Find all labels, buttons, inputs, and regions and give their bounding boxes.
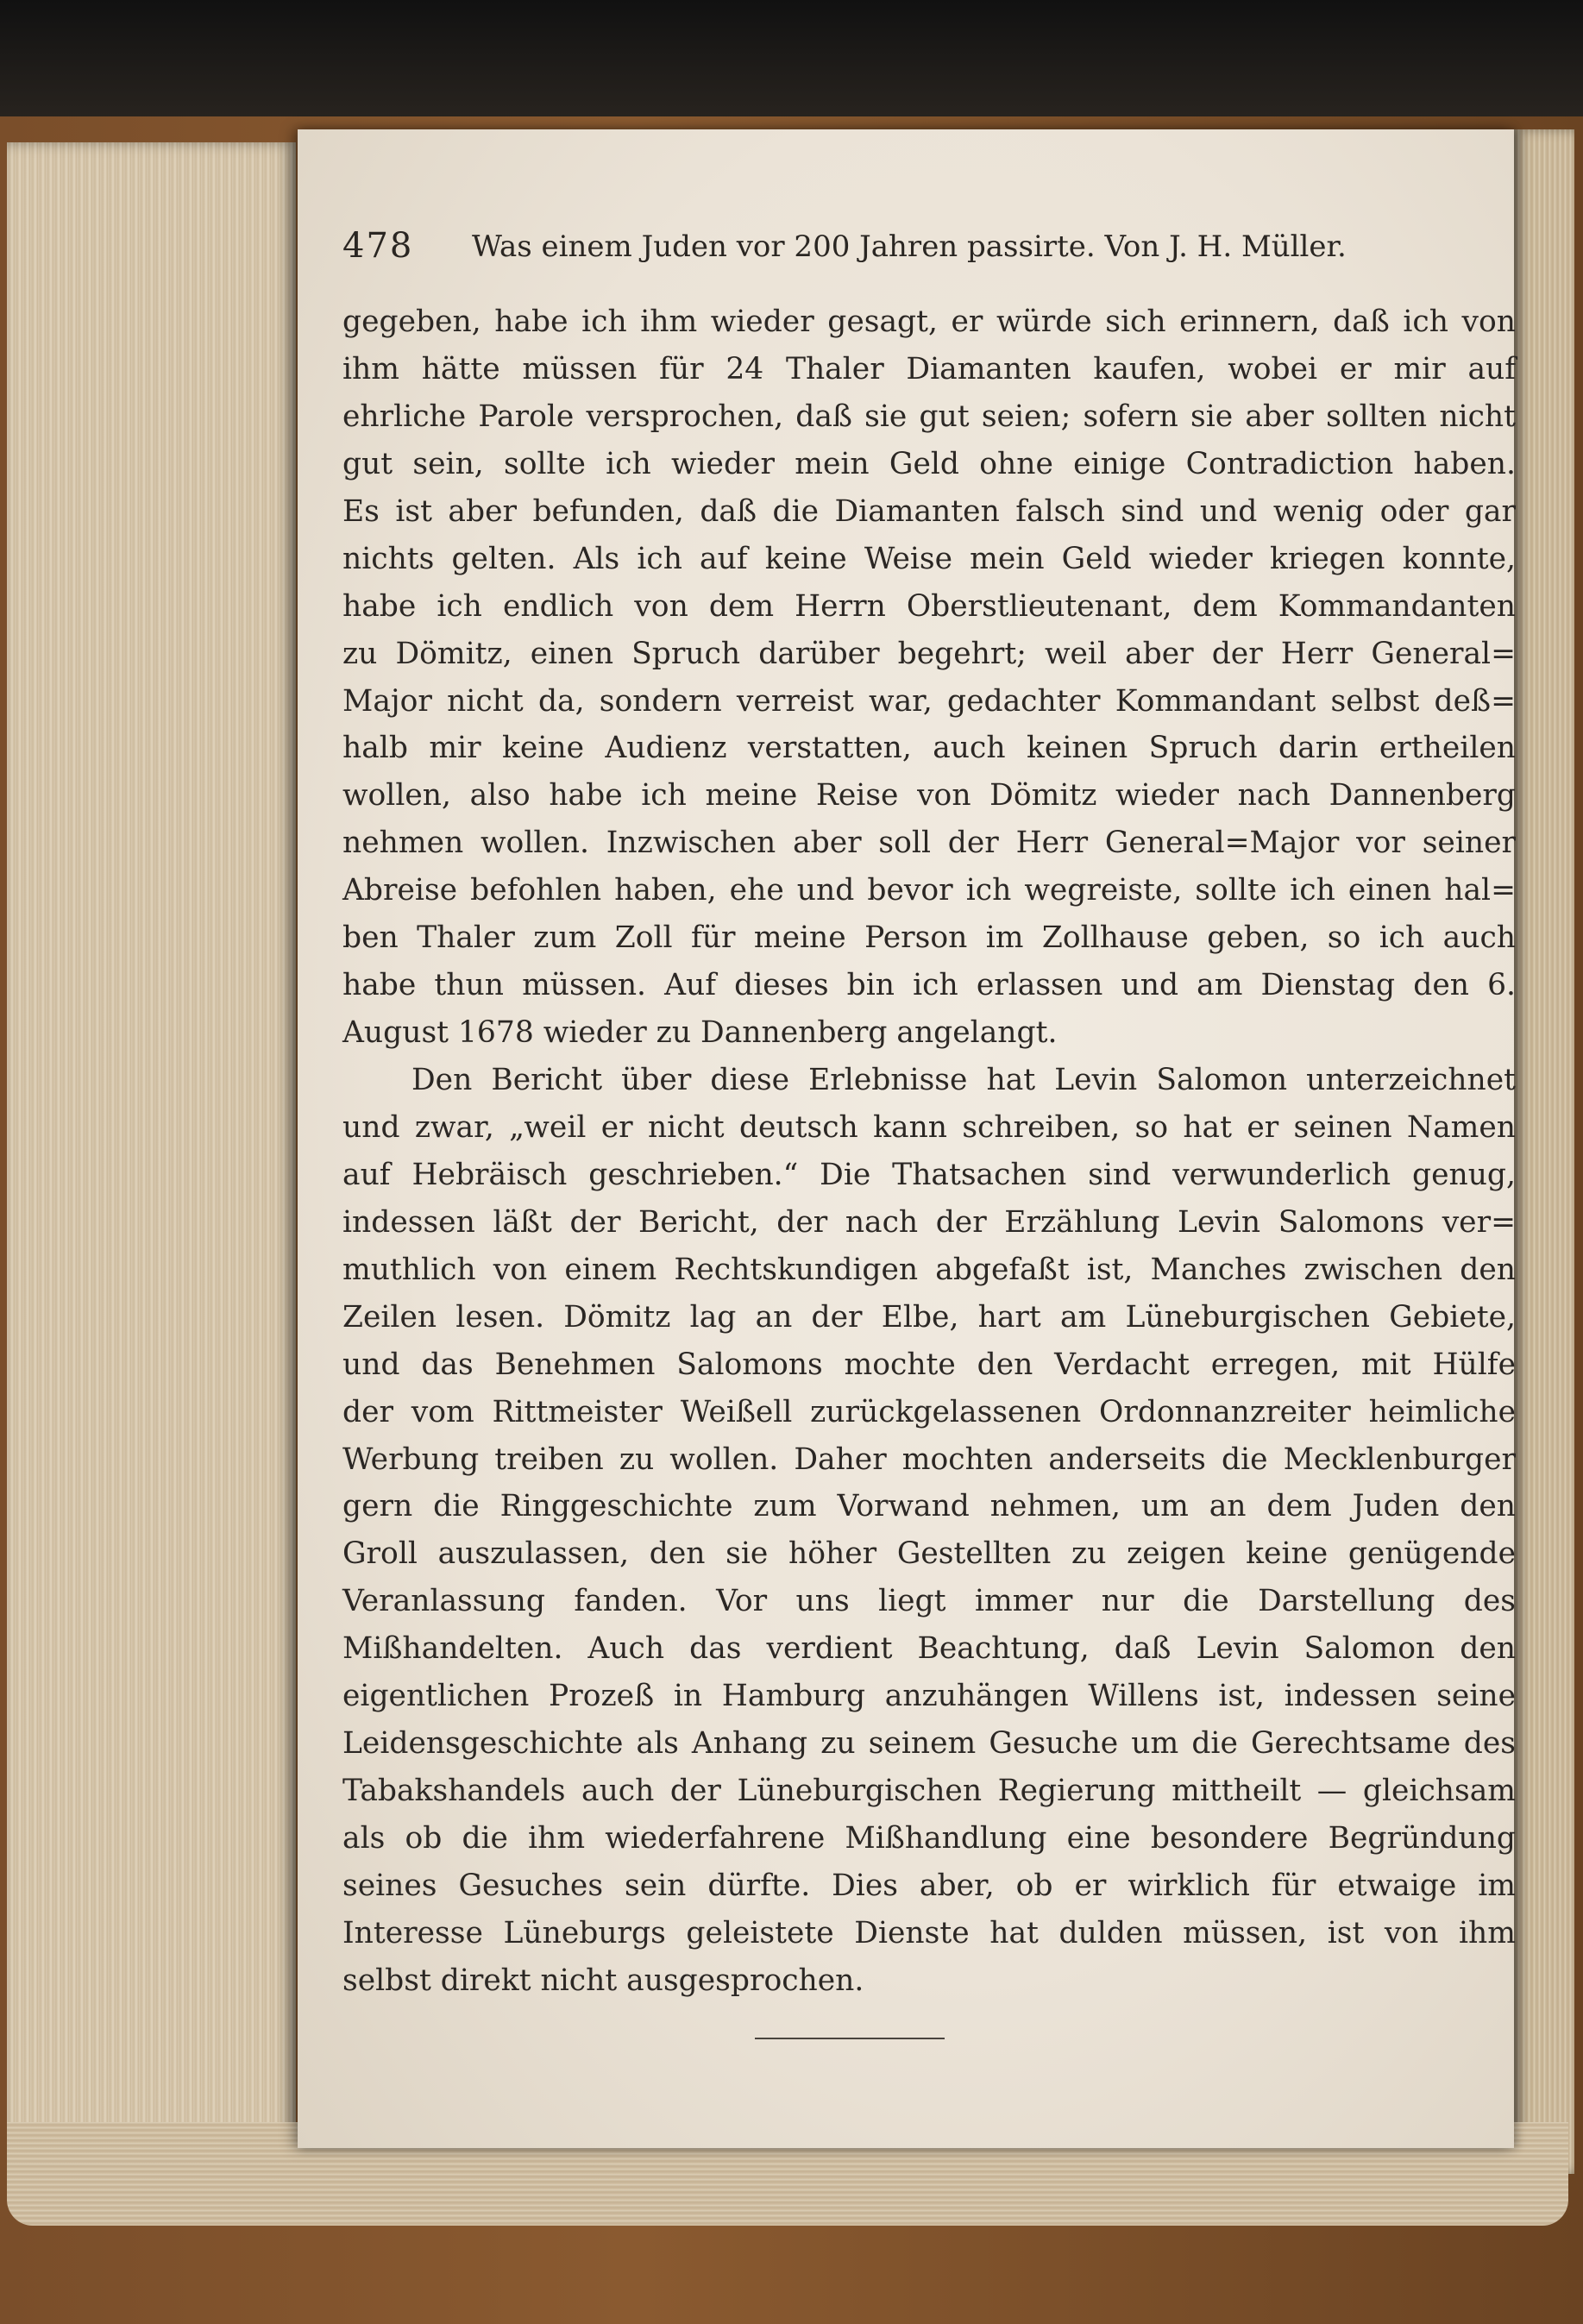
text-line: selbst direkt nicht ausgesprochen. xyxy=(342,1963,864,1998)
text-line: auf Hebräisch geschrieben.“ Die Thatsachen sind verwunderlich genug, xyxy=(342,1157,1516,1192)
running-head xyxy=(342,226,1567,286)
text-line: Zeilen lesen. Dömitz lag an der Elbe, hart am Lüneburgischen Gebiete, xyxy=(342,1299,1516,1335)
text-line: Interesse Lüneburgs geleistete Dienste hat dulden müssen, ist von ihm xyxy=(342,1915,1516,1950)
text-line: Es ist aber befunden, daß die Diamanten falsch sind und wenig oder gar xyxy=(342,493,1516,529)
section-end-rule xyxy=(755,2038,945,2039)
text-line: nehmen wollen. Inzwischen aber soll der Herr General=Major vor seiner xyxy=(342,826,1516,861)
text-line: halb mir keine Audienz verstatten, auch keinen Spruch darin ertheilen xyxy=(342,731,1516,766)
text-line: indessen läßt der Bericht, der nach der Erzählung Levin Salomons ver= xyxy=(342,1204,1516,1240)
text-line: Veranlassung fanden. Vor uns liegt immer nur die Darstellung des xyxy=(342,1584,1516,1619)
text-line: ben Thaler zum Zoll für meine Person im Zollhause geben, so ich auch xyxy=(342,920,1516,956)
text-line: gut sein, sollte ich wieder mein Geld ohne einige Contradiction haben. xyxy=(342,446,1516,481)
text-line: ihm hätte müssen für 24 Thaler Diamanten kaufen, wobei er mir auf xyxy=(342,351,1516,386)
text-line: Tabakshandels auch der Lüneburgischen Regierung mittheilt — gleichsam xyxy=(342,1774,1516,1809)
text-line: Major nicht da, sondern verreist war, gedachter Kommandant selbst deß= xyxy=(342,683,1516,719)
page-number: 478 xyxy=(342,226,414,266)
running-title: Was einem Juden vor 200 Jahren passirte. Von J. H. Müller. xyxy=(472,229,1347,264)
text-line: Mißhandelten. Auch das verdient Beachtung, daß Levin Salomon den xyxy=(342,1631,1516,1667)
text-line: Leidensgeschichte als Anhang zu seinem Gesuche um die Gerechtsame des xyxy=(342,1726,1516,1762)
text-line: der vom Rittmeister Weißell zurückgelassenen Ordonnanzreiter heimliche xyxy=(342,1394,1516,1429)
page-edges-left xyxy=(7,142,296,2178)
text-line: seines Gesuches sein dürfte. Dies aber, ob er wirklich für etwaige im xyxy=(342,1868,1516,1903)
text-line: habe ich endlich von dem Herrn Oberstlieutenant, dem Kommandanten xyxy=(342,588,1516,624)
text-line: zu Dömitz, einen Spruch darüber begehrt; weil aber der Herr General= xyxy=(342,636,1516,671)
text-line: als ob die ihm wiederfahrene Mißhandlung eine besondere Begründung xyxy=(342,1821,1516,1856)
text-line: Werbung treiben zu wollen. Daher mochten anderseits die Mecklenburger xyxy=(342,1442,1516,1477)
text-line: gern die Ringgeschichte zum Vorwand nehmen, um an dem Juden den xyxy=(342,1489,1516,1524)
text-line: und zwar, „weil er nicht deutsch kann schreiben, so hat er seinen Namen xyxy=(342,1109,1516,1145)
text-line: wollen, also habe ich meine Reise von Dömitz wieder nach Dannenberg xyxy=(342,778,1516,813)
background-top xyxy=(0,0,1583,129)
text-line: Groll auszulassen, den sie höher Gestellten zu zeigen keine genügende xyxy=(342,1536,1516,1572)
text-line: gegeben, habe ich ihm wieder gesagt, er würde sich erinnern, daß ich von xyxy=(342,305,1516,339)
text-line: muthlich von einem Rechtskundigen abgefaßt ist, Manches zwischen den xyxy=(342,1252,1516,1287)
body-text xyxy=(342,298,1516,2005)
text-line: eigentlichen Prozeß in Hamburg anzuhängen Willens ist, indessen seine xyxy=(342,1679,1516,1714)
text-line: habe thun müssen. Auf dieses bin ich erlassen und am Dienstag den 6. xyxy=(342,968,1516,1003)
text-line: ehrliche Parole versprochen, daß sie gut seien; sofern sie aber sollten nicht xyxy=(342,399,1516,434)
page-edges-right xyxy=(1514,129,1574,2174)
text-line: August 1678 wieder zu Dannenberg angelangt. xyxy=(342,1015,1058,1051)
text-line: Den Bericht über diese Erlebnisse hat Levin Salomon unterzeichnet xyxy=(411,1063,1516,1097)
book-page xyxy=(298,129,1514,2148)
text-line: nichts gelten. Als ich auf keine Weise mein Geld wieder kriegen konnte, xyxy=(342,541,1516,576)
text-line: Abreise befohlen haben, ehe und bevor ich wegreiste, sollte ich einen hal= xyxy=(342,873,1516,908)
text-line: und das Benehmen Salomons mochte den Verdacht erregen, mit Hülfe xyxy=(342,1347,1516,1382)
